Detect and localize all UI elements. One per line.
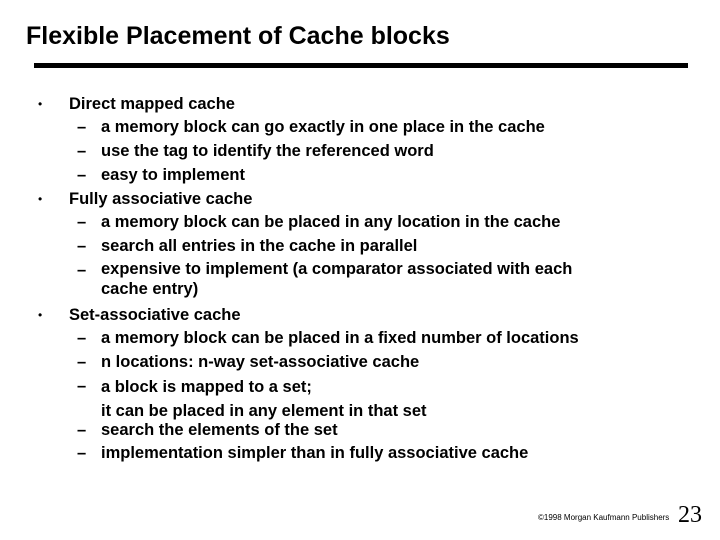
sub-bullet (0, 327, 720, 351)
dash-icon: – (77, 118, 87, 136)
sub-bullet-text: a memory block can be placed in any location in the cache (101, 213, 561, 232)
sub-bullet-text: implementation simpler than in fully associative cache (101, 444, 529, 463)
sub-bullet (0, 351, 720, 375)
bullet-fully-associative (0, 187, 720, 211)
bullet-label: Set-associative cache (69, 305, 241, 324)
slide-content (0, 92, 720, 466)
title-divider (34, 63, 688, 68)
dash-icon: – (77, 237, 87, 256)
page-number: 23 (678, 502, 702, 528)
sub-bullet-text: a memory block can be placed in a fixed number of locations (101, 328, 579, 347)
sub-bullet (0, 419, 720, 443)
bullet-icon: • (38, 307, 43, 322)
sub-bullet (0, 442, 720, 466)
sub-bullet-text: a memory block can go exactly in one place in the cache (101, 118, 545, 136)
sub-bullet (0, 140, 720, 164)
dash-icon: – (77, 141, 87, 160)
bullet-set-associative (0, 303, 720, 327)
bullet-label: Fully associative cache (69, 190, 253, 209)
sub-bullet (0, 375, 720, 419)
sub-bullet (0, 164, 720, 188)
dash-icon: – (77, 165, 87, 184)
sub-bullet-text: easy to implement (101, 165, 245, 184)
bullet-icon: • (38, 97, 43, 111)
footer-copyright: ©1998 Morgan Kaufmann Publishers (538, 513, 670, 522)
sub-bullet (0, 211, 720, 235)
dash-icon: – (77, 352, 87, 371)
bullet-direct-mapped (0, 92, 720, 116)
sub-bullet-text: a block is mapped to a set; it can be placed in any element in that set (101, 377, 427, 420)
dash-icon: – (77, 420, 87, 439)
sub-bullet (0, 259, 720, 303)
dash-icon: – (77, 376, 87, 395)
bullet-icon: • (38, 192, 43, 207)
sub-bullet (0, 116, 720, 140)
bullet-label: Direct mapped cache (69, 95, 235, 113)
dash-icon: – (77, 328, 87, 347)
sub-bullet-text: expensive to implement (a comparator associated with each cache entry) (101, 259, 573, 299)
sub-bullet-text: n locations: n-way set-associative cache (101, 352, 420, 371)
dash-icon: – (77, 444, 87, 463)
slide-title: Flexible Placement of Cache blocks (26, 22, 450, 50)
dash-icon: – (77, 260, 87, 279)
sub-bullet (0, 235, 720, 259)
sub-bullet-text: search all entries in the cache in parallel (101, 237, 418, 256)
sub-bullet-text: use the tag to identify the referenced word (101, 141, 434, 160)
dash-icon: – (77, 213, 87, 232)
sub-bullet-text: search the elements of the set (101, 420, 338, 439)
